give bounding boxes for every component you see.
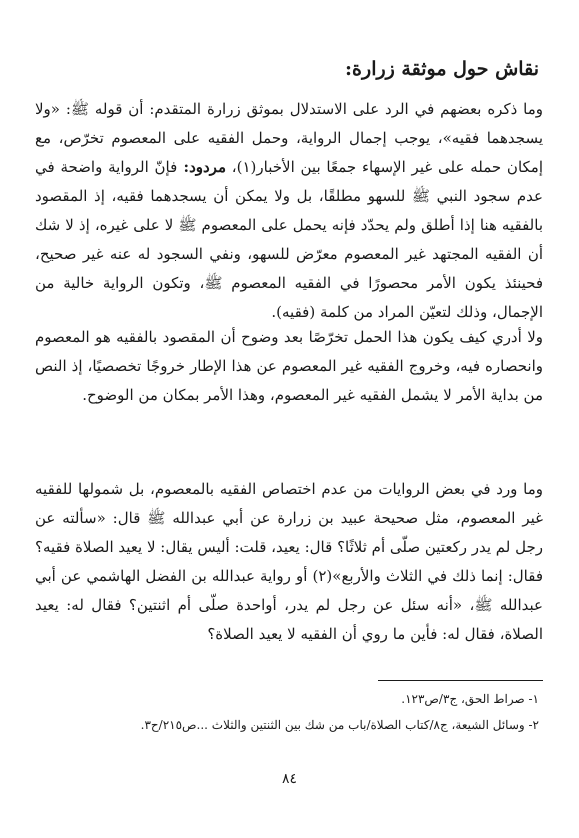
paragraph-1-text-c: فإنّ الرواية واضحة في عدم سجود النبي ﷺ للسهو مطلقًا، بل ولا يمكن أن يسجدهما فقيه، إذ المقصود بالفقيه هنا إذا أطلق ولم يحدّد فإنه يحمل على المعصوم ﷺ لا على غيره، إذ لا شك أن الفقيه المجتهد غير المعصوم معرّض للسهو، ونفي السجود له عنه غير صحيح، فحينئذ يكون الأمر محصورًا في الفقيه المعصوم ﷺ، وتكون الرواية خالية من الإجمال، وذلك لتعيّن المراد من كلمة (فقيه).	[35, 158, 543, 321]
paragraph-1-bold-term: مردود:	[177, 158, 226, 176]
footnote-1: ١- صراط الحق، ج٣/ص١٢٣.	[401, 692, 539, 706]
page-number: ٨٤	[281, 771, 298, 787]
section-heading: نقاش حول موثقة زرارة:	[345, 58, 539, 80]
paragraph-1-text-a: وما ذكره بعضهم في الرد على الاستدلال بموثق زرارة المتقدم: أن قوله ﷺ: «ولا يسجدهما فقيه»، يوجب إجمال الرواية، وحمل الفقيه على المعصوم تخرّص، مع إمكان حمله على غير الإسهاء جمعًا بين الأخبار(١)،	[35, 100, 543, 176]
paragraph-3: وما ورد في بعض الروايات من عدم اختصاص الفقيه بالمعصوم، بل شمولها للفقيه غير المعصوم، مثل صحيحة عبيد بن زرارة عن أبي عبدالله ﷺ قال: «سألته عن رجل لم يدر ركعتين صلّى أم ثلاثًا؟ قال: يعيد، قلت: أليس يقال: لا يعيد الصلاة فقيه؟ فقال: إنما ذلك في الثلاث والأربع»(٢) أو رواية عبدالله بن الفضل الهاشمي عن أبي عبدالله ﷺ، «أنه سئل عن رجل لم يدر، أواحدة صلّى أم اثنتين؟ فقال له: يعيد الصلاة، فقال له: فأين ما روي أن الفقيه لا يعيد الصلاة؟	[35, 480, 543, 643]
footnote-2: ٢- وسائل الشيعة، ج٨/كتاب الصلاة/باب من شك بين الثنتين والثلاث ...ص٢١٥/ح٣.	[140, 718, 539, 732]
footnote-divider	[378, 680, 543, 681]
paragraph-1	[35, 95, 543, 327]
paragraph-2: ولا أدري كيف يكون هذا الحمل تخرّصًا بعد وضوح أن المقصود بالفقيه هو المعصوم وانحصاره فيه، وخروج الفقيه غير المعصوم عن هذا الإطار خروجًا تخصصيًا، إذ النص من بداية الأمر لا يشمل الفقيه غير المعصوم، وهذا الأمر بمكان من الوضوح.	[35, 328, 543, 404]
